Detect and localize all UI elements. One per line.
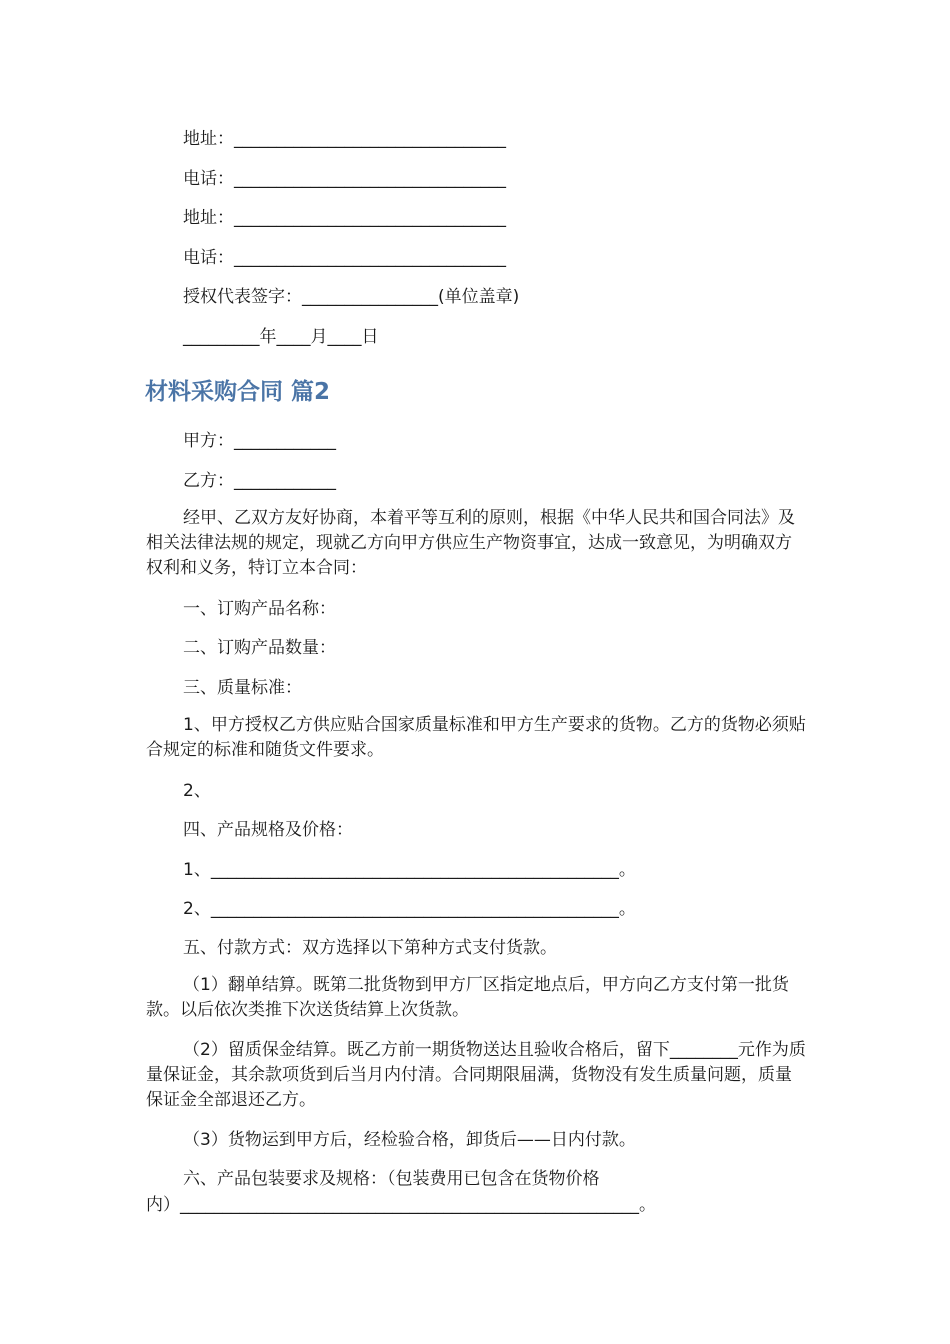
intro-paragraph: 经甲、乙双方友好协商，本着平等互利的原则，根据《中华人民共和国合同法》及相关法律法规的规定，现就乙方向甲方供应生产物资事宜，达成一致意见，为明确双方权利和义务，特订立本合同： <box>146 508 795 578</box>
clause-5-payment: 五、付款方式：双方选择以下第种方式支付货款。 <box>183 938 557 958</box>
date-field: _________年____月____日 <box>183 327 379 347</box>
clause-6-packaging: 六、产品包装要求及规格：（包装费用已包含在货物价格 <box>183 1169 600 1189</box>
clause-4-item-2: 2、________________________________________________。 <box>183 899 636 919</box>
clause-5-option-2: （2）留质保金结算。既乙方前一期货物送达且验收合格后，留下________元作为质量保证金，其余款项货到后当月内付清。合同期限届满，货物没有发生质量问题，质量保证金全部退还乙方。 <box>146 1040 806 1110</box>
clause-2-product-quantity: 二、订购产品数量： <box>183 638 336 658</box>
clause-4-spec-price: 四、产品规格及价格： <box>183 820 353 840</box>
address-field-1: 地址：________________________________ <box>183 129 506 149</box>
clause-5-option-1: （1）翻单结算。既第二批货物到甲方厂区指定地点后，甲方向乙方支付第一批货款。以后依次类推下次送货结算上次货款。 <box>146 975 789 1020</box>
clause-3-item-1: 1、甲方授权乙方供应贴合国家质量标准和甲方生产要求的货物。乙方的货物必须贴合规定的标准和随货文件要求。 <box>146 715 806 760</box>
clause-6-packaging-cont: 内）______________________________________________________。 <box>146 1195 656 1215</box>
clause-3-quality-standard: 三、质量标准： <box>183 678 302 698</box>
phone-field-1: 电话：________________________________ <box>183 169 506 189</box>
section-heading: 材料采购合同 篇2 <box>145 379 331 405</box>
party-b-field: 乙方：____________ <box>183 471 336 491</box>
clause-3-item-2: 2、 <box>183 781 211 801</box>
signature-field: 授权代表签字：________________(单位盖章) <box>183 287 520 307</box>
clause-1-product-name: 一、订购产品名称： <box>183 599 336 619</box>
clause-5-option-3: （3）货物运到甲方后，经检验合格，卸货后——日内付款。 <box>183 1130 636 1150</box>
clause-4-item-1: 1、________________________________________________。 <box>183 860 636 880</box>
address-field-2: 地址：________________________________ <box>183 208 506 228</box>
phone-field-2: 电话：________________________________ <box>183 248 506 268</box>
party-a-field: 甲方：____________ <box>183 431 336 451</box>
